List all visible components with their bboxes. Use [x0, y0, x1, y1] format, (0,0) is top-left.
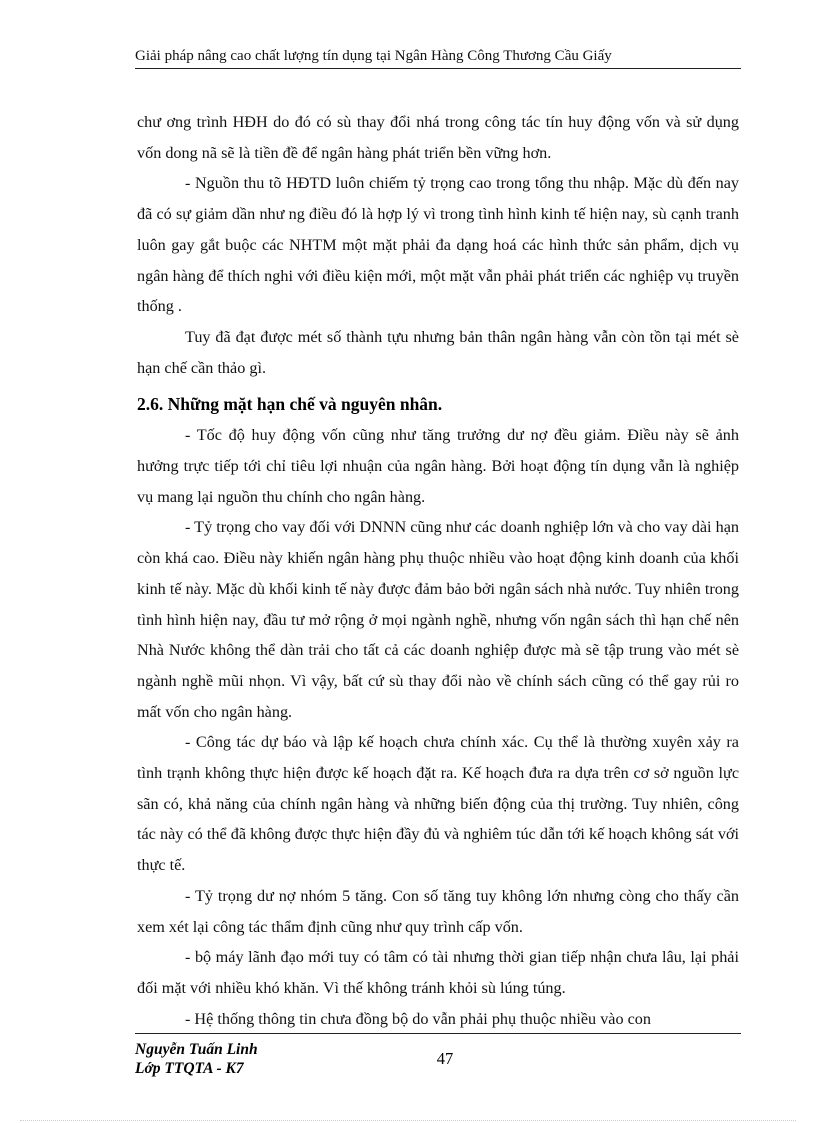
- section-heading: 2.6. Những mặt hạn chế và nguyên nhân.: [137, 394, 443, 415]
- body-text: [137, 107, 739, 1034]
- paragraph-8: - bộ máy lãnh đạo mới tuy có tâm có tài nhưng thời gian tiếp nhận chưa lâu, lại phải đối mặt với nhiều khó khăn. Vì thế không tránh khỏi sù lúng túng.: [137, 948, 739, 997]
- author-name: Nguyễn Tuấn Linh: [135, 1041, 258, 1058]
- paragraph-9: - Hệ thống thông tin chưa đồng bộ do vẫn phải phụ thuộc nhiều vào con: [185, 1009, 651, 1028]
- author-class: Lớp TTQTA - K7: [135, 1060, 244, 1077]
- paragraph-6: - Công tác dự báo và lập kế hoạch chưa chính xác. Cụ thể là thường xuyên xảy ra tình trạnh không thực hiện được kế hoạch đặt ra. Kế hoạch đưa ra dựa trên cơ sở nguồn lực sãn có, khả năng của chính ngân hàng và những biến động của thị trường. Tuy nhiên, công tác này có thể đã không được thực hiện đầy đủ và nghiêm túc dẫn tới kế hoạch không sát với thực tế.: [137, 733, 739, 875]
- paragraph-2: - Nguồn thu tõ HĐTD luôn chiếm tỷ trọng cao trong tổng thu nhập. Mặc dù đến nay đã có sự giảm dần như ng điều đó là hợp lý vì trong tình hình kinh tế hiện nay, sù cạnh tranh luôn gay gắt buộc các NHTM một mặt phải đa dạng hoá các hình thức sản phẩm, dịch vụ ngân hàng để thích nghi với điều kiện mới, một mặt vẫn phải phát triển các nghiệp vụ truyền thống .: [137, 174, 739, 316]
- paragraph-1: chư ơng trình HĐH do đó có sù thay đổi nhá trong công tác tín huy động vốn và sử dụng vốn dong nã sẽ là tiền đề để ngân hàng phát triển bền vững hơn.: [137, 113, 739, 162]
- footer-author-block: [135, 1040, 258, 1078]
- paragraph-3: Tuy đã đạt được mét số thành tựu nhưng bản thân ngân hàng vẫn còn tồn tại mét sè hạn chế cần thảo gì.: [137, 327, 739, 377]
- page-edge-dotted-line: [20, 1120, 796, 1121]
- paragraph-4: - Tốc độ huy động vốn cũng như tăng trưởng dư nợ đều giảm. Điều này sẽ ảnh hưởng trực tiếp tới chỉ tiêu lợi nhuận của ngân hàng. Bởi hoạt động tín dụng vẫn là nghiệp vụ mang lại nguồn thu chính cho ngân hàng.: [137, 426, 739, 506]
- paragraph-5: - Tỷ trọng cho vay đối với DNNN cũng như các doanh nghiệp lớn và cho vay dài hạn còn khá cao. Điều này khiến ngân hàng phụ thuộc nhiều vào hoạt động kinh doanh của khối kinh tế này. Mặc dù khối kinh tế này được đảm bảo bởi ngân sách nhà nước. Tuy nhiên trong tình hình hiện nay, đầu tư mở rộng ở mọi ngành nghề, nhưng vốn ngân sách thì hạn chế nên Nhà Nước không thể dàn trải cho tất cả các doanh nghiệp được mà sẽ tập trung vào mét sè ngành nghề mũi nhọn. Vì vậy, bất cứ sù thay đổi nào về chính sách cũng có thể gay rủi ro mất vốn cho ngân hàng.: [137, 518, 739, 721]
- paragraph-7: - Tỷ trọng dư nợ nhóm 5 tăng. Con số tăng tuy không lớn nhưng còng cho thấy cần xem xét lại công tác thẩm định cũng như quy trình cấp vốn.: [137, 886, 739, 936]
- running-header: Giải pháp nâng cao chất lượng tín dụng tại Ngân Hàng Công Thương Cầu Giấy: [135, 48, 741, 69]
- footer-divider: [135, 1033, 741, 1034]
- page-number: 47: [436, 1049, 454, 1068]
